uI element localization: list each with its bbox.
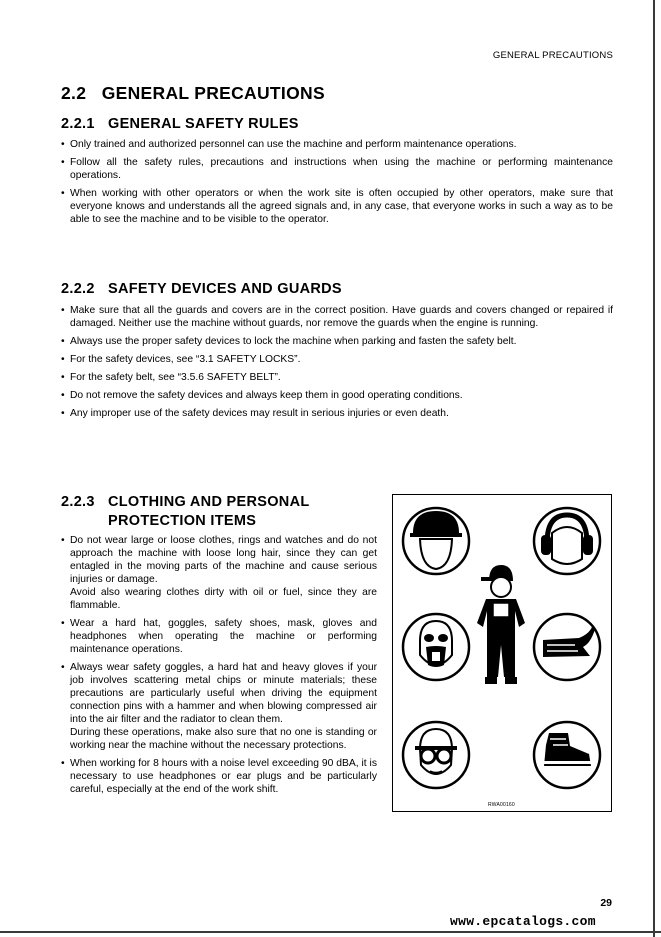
list-item bbox=[61, 534, 377, 612]
list-item: • Only trained and authorized personnel can use the machine and perform maintenance operations. bbox=[61, 138, 613, 151]
list-item: • Make sure that all the guards and covers are in the correct position. Have guards and covers changed or repaired if damaged. Neither use the machine without guards, nor remove the guards when the engine is running. bbox=[61, 304, 613, 330]
subsection-heading-2-2-1 bbox=[61, 116, 299, 132]
gloves-icon bbox=[534, 614, 600, 680]
list-item: • When working with other operators or when the work site is often occupied by other operators, make sure that everyone knows and understands all the agreed signals and, in any case, that everyone works in such a way as to be able to see the machine and to be visible to the operator. bbox=[61, 187, 613, 226]
list-item-extra: Avoid also wearing clothes dirty with oil or fuel, since they are flammable. bbox=[70, 587, 377, 611]
subsection-heading-2-2-2 bbox=[61, 281, 342, 297]
list-item-extra: During these operations, make also sure that no one is standing or working near the machine without the necessary protections. bbox=[70, 727, 377, 751]
subsection-number: 2.2.1 bbox=[61, 116, 95, 132]
protection-illustration bbox=[393, 495, 611, 811]
subsection-title: CLOTHING AND PERSONAL PROTECTION ITEMS bbox=[108, 494, 310, 529]
list-item: • For the safety devices, see “3.1 SAFETY LOCKS”. bbox=[61, 353, 613, 366]
page-frame-right bbox=[653, 0, 655, 937]
subsection-number: 2.2.3 bbox=[61, 494, 95, 510]
subsection-number: 2.2.2 bbox=[61, 281, 95, 297]
section-title: GENERAL PRECAUTIONS bbox=[101, 83, 325, 103]
worker-overalls-icon bbox=[477, 565, 525, 684]
list-item-text: When working for 8 hours with a noise level exceeding 90 dBA, it is necessary to use headphones or ear plugs and be particularly careful, especially at the end of the work shift. bbox=[70, 758, 377, 795]
figure-code: RWA00160 bbox=[488, 802, 515, 808]
respirator-mask-icon bbox=[403, 614, 469, 680]
safety-goggles-icon bbox=[403, 722, 469, 788]
safety-shoe-icon bbox=[534, 722, 600, 788]
section-number: 2.2 bbox=[61, 83, 87, 103]
page-frame-bottom bbox=[0, 931, 661, 933]
clothing-list bbox=[61, 534, 377, 801]
list-item-text: Always wear safety goggles, a hard hat and heavy gloves if your job involves scattering metal chips or minute materials; these precautions are particularly useful when driving the equipment connection pins with a hammer and when blowing compressed air into the air filter and the radiator to clean them. bbox=[70, 662, 377, 725]
ear-protection-icon bbox=[534, 508, 600, 574]
list-item-text: Do not wear large or loose clothes, rings and watches and do not approach the machine with loose long hair, since they can get entagled in the moving parts of the machine and cause serious injuries or damage. bbox=[70, 535, 377, 585]
list-item: • Follow all the safety rules, precautions and instructions when using the machine or performing maintenance operations. bbox=[61, 156, 613, 182]
safety-rules-list bbox=[61, 138, 613, 231]
list-item: • For the safety belt, see “3.5.6 SAFETY BELT”. bbox=[61, 371, 613, 384]
protection-equipment-figure bbox=[392, 494, 612, 812]
list-item bbox=[61, 661, 377, 752]
list-item-text: Wear a hard hat, goggles, safety shoes, mask, gloves and headphones when operating the machine or performing maintenance operations. bbox=[70, 618, 377, 655]
list-item: • Do not remove the safety devices and always keep them in good operating conditions. bbox=[61, 389, 613, 402]
list-item bbox=[61, 757, 377, 796]
list-item bbox=[61, 617, 377, 656]
subsection-heading-2-2-3 bbox=[61, 493, 381, 531]
hard-hat-icon bbox=[403, 508, 469, 574]
subsection-title: SAFETY DEVICES AND GUARDS bbox=[108, 281, 342, 297]
page-number: 29 bbox=[600, 897, 612, 909]
subsection-title: GENERAL SAFETY RULES bbox=[108, 116, 299, 132]
section-heading bbox=[61, 83, 325, 104]
watermark: www.epcatalogs.com bbox=[450, 914, 596, 929]
list-item: • Any improper use of the safety devices may result in serious injuries or even death. bbox=[61, 407, 613, 420]
running-head: GENERAL PRECAUTIONS bbox=[492, 50, 613, 61]
list-item: • Always use the proper safety devices to lock the machine when parking and fasten the safety belt. bbox=[61, 335, 613, 348]
safety-devices-list bbox=[61, 304, 613, 425]
